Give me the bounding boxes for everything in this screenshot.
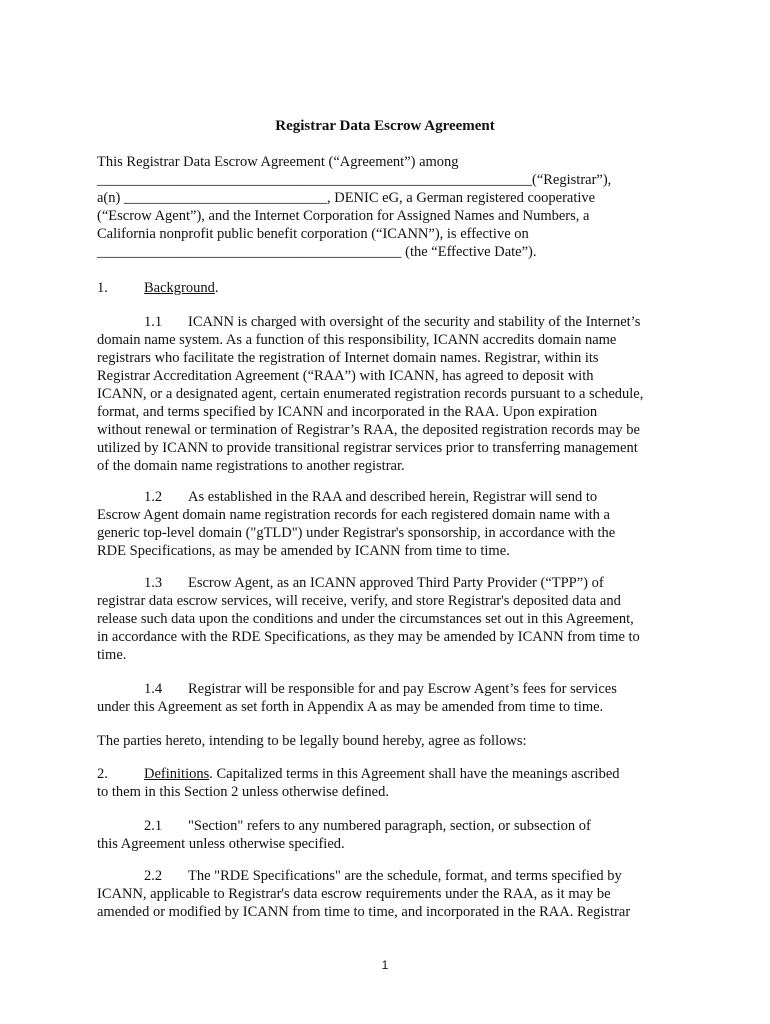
intro-line: (“Escrow Agent”), and the Internet Corporation for Assigned Names and Numbers, a: [97, 208, 590, 224]
section-title: Definitions: [144, 766, 210, 782]
section-1-heading: 1. Background.: [97, 280, 219, 296]
paragraph-number: 1.3: [144, 575, 163, 591]
section-2: 2. Definitions. Capitalized terms in this Agreement shall have the meanings ascribed to them in this Section 2 unless otherwise defined.: [97, 766, 620, 800]
paragraph-number: 1.1: [144, 314, 163, 330]
paragraph-2-2: 2.2 The "RDE Specifications" are the schedule, format, and terms specified by ICANN, applicable to Registrar's data escrow requirements under the RAA, as it may be amended or modified by ICANN from time to time, and incorporated in the RAA. Registrar: [97, 868, 631, 920]
document-title: Registrar Data Escrow Agreement: [275, 118, 495, 134]
intro-line: a(n) ____________________________, DENIC eG, a German registered cooperative: [97, 190, 596, 206]
paragraph-number: 2.1: [144, 818, 163, 834]
section-number: 1.: [97, 280, 108, 296]
paragraph-1-1: 1.1 ICANN is charged with oversight of the security and stability of the Internet’s domain name system. As a function of this responsibility, ICANN accredits domain name registrars who facilitate the registration of Internet domain names. Registrar, within its Registrar Accreditation Agreement (“RAA”) with ICANN, has agreed to deposit with ICANN, or a designated agent, certain enumerated registration records pursuant to a schedule, format, and terms specified by ICANN and incorporated in the RAA. Upon expiration without renewal or termination of Registrar’s RAA, the deposited registration records may be utilized by ICANN to provide transitional registrar services prior to transferring management of the domain name registrations to another registrar.: [97, 314, 644, 474]
paragraph-1-2: 1.2 As established in the RAA and described herein, Registrar will send to Escrow Agent domain name registration records for each registered domain name with a generic top-level domain ("gTLD") under Registrar's sponsorship, in accordance with the RDE Specifications, as may be amended by ICANN from time to time.: [97, 489, 616, 559]
paragraph-number: 1.4: [144, 681, 163, 697]
paragraph-number: 2.2: [144, 868, 163, 884]
page-number: 1: [381, 958, 389, 972]
effective-date-line: __________________________________________ (the “Effective Date”).: [97, 244, 537, 260]
paragraph-2-1: 2.1 "Section" refers to any numbered paragraph, section, or subsection of this Agreement unless otherwise specified.: [97, 818, 591, 852]
paragraph-1-4: 1.4 Registrar will be responsible for and pay Escrow Agent’s fees for services under this Agreement as set forth in Appendix A as may be amended from time to time.: [97, 681, 617, 715]
section-title: Background: [144, 280, 215, 296]
parties-statement: The parties hereto, intending to be legally bound hereby, agree as follows:: [97, 733, 527, 749]
intro-paragraph: [97, 153, 611, 261]
registrar-blank-line: ____________________________________________________________(“Registrar”),: [97, 172, 612, 188]
paragraph-1-3: 1.3 Escrow Agent, as an ICANN approved Third Party Provider (“TPP”) of registrar data escrow services, will receive, verify, and store Registrar's deposited data and release such data upon the conditions and under the circumstances set out in this Agreement, in accordance with the RDE Specifications, as they may be amended by ICANN from time to time.: [97, 575, 640, 663]
intro-line: California nonprofit public benefit corporation (“ICANN”), is effective on: [97, 226, 529, 242]
intro-line: This Registrar Data Escrow Agreement (“Agreement”) among: [97, 154, 459, 170]
paragraph-number: 1.2: [144, 489, 163, 505]
section-number: 2.: [97, 766, 108, 782]
